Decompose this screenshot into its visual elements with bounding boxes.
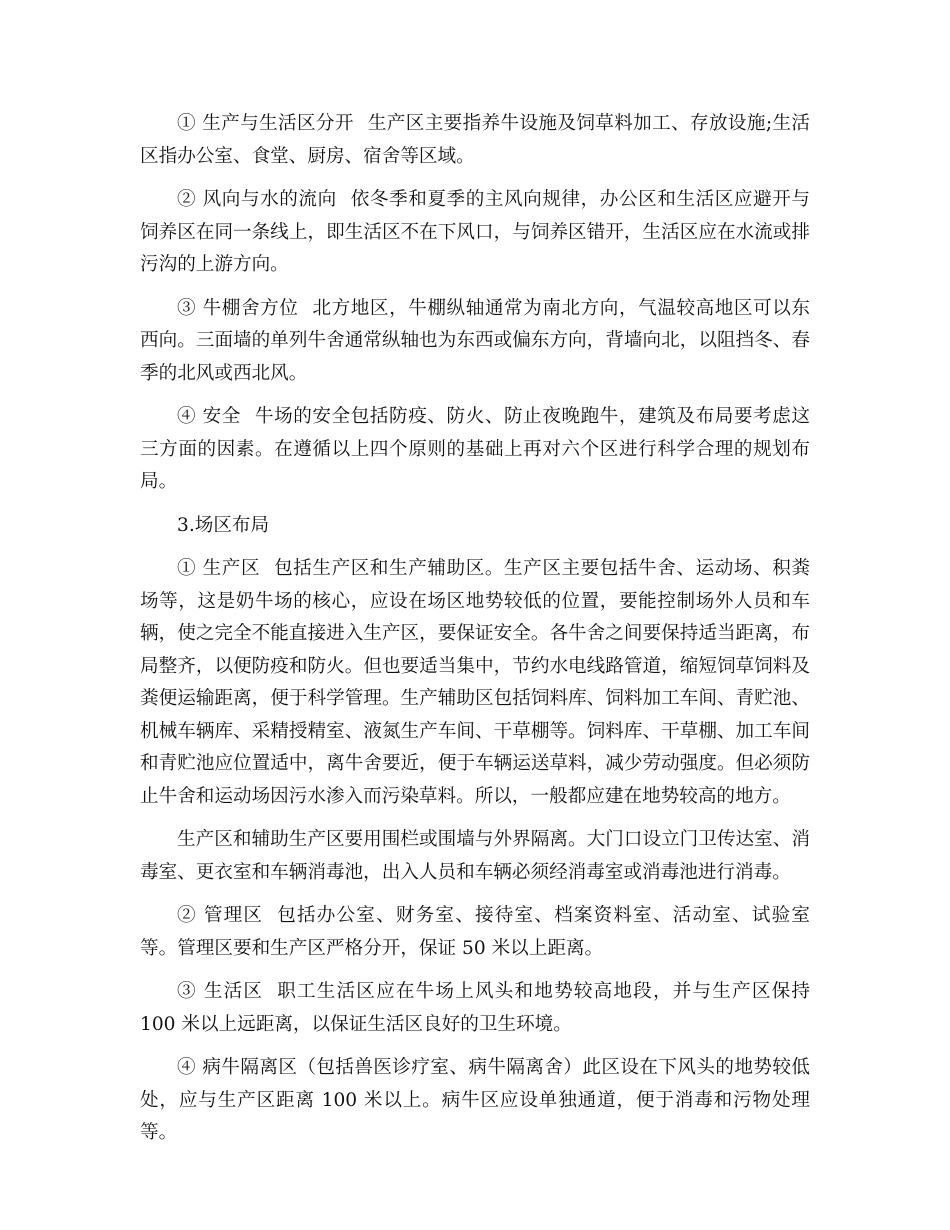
section-heading-text: 3.场区布局 (177, 514, 270, 536)
paragraph-wind-water-direction (140, 184, 810, 282)
paragraph-management-zone (140, 900, 810, 965)
paragraph-text: 包括办公室、财务室、接待室、档案资料室、活动室、试验室等。管理区要和生产区严格分开，保证 50 米以上距离。 (140, 905, 810, 959)
paragraph-lead: ④ 病牛隔离区 (177, 1057, 298, 1078)
paragraph-isolation-fence (140, 824, 810, 889)
paragraph-lead: ③ 牛棚舍方位 (177, 297, 299, 319)
paragraph-lead: ③ 生活区 (177, 981, 264, 1002)
paragraph-text: 生产区和辅助生产区要用围栏或围墙与外界隔离。大门口设立门卫传达室、消毒室、更衣室和车辆消毒池，出入人员和车辆必须经消毒室或消毒池进行消毒。 (140, 829, 810, 883)
paragraph-text: 生产区主要指养牛设施及饲草料加工、存放设施;生活区指办公室、食堂、厨房、宿舍等区域。 (140, 113, 810, 167)
paragraph-lead: ② 管理区 (177, 905, 264, 926)
paragraph-text: 包括生产区和生产辅助区。生产区主要包括牛舍、运动场、积粪场等，这是奶牛场的核心，应设在场区地势较低的位置，要能控制场外人员和车辆，使之完全不能直接进入生产区，要保证安全。各牛舍之间要保持适当距离，布局整齐，以便防疫和防火。但也要适当集中，节约水电线路管道，缩短饲草饲料及粪便运输距离，便于科学管理。生产辅助区包括饲料库、饲料加工车间、青贮池、机械车辆库、采精授精室、液氮生产车间、干草棚等。饲料库、干草棚、加工车间和青贮池应位置适中，离牛舍要近，便于车辆运送草料，减少劳动强度。但必须防止牛舍和运动场因污水渗入而污染草料。所以，一般都应建在地势较高的地方。 (140, 558, 810, 807)
paragraph-text: 北方地区，牛棚纵轴通常为南北方向，气温较高地区可以东西向。三面墙的单列牛舍通常纵轴也为东西或偏东方向，背墙向北，以阻挡冬、春季的北风或西北风。 (140, 297, 810, 384)
paragraph-text: 职工生活区应在牛场上风头和地势较高地段，并与生产区保持 100 米以上远距离，以保证生活区良好的卫生环境。 (140, 981, 810, 1035)
paragraph-lead: ② 风向与水的流向 (177, 189, 337, 210)
paragraph-lead: ① 生产与生活区分开 (177, 113, 354, 134)
paragraph-production-zone (140, 553, 810, 813)
paragraph-lead: ① 生产区 (177, 558, 261, 579)
paragraph-production-living-separation (140, 108, 810, 173)
paragraph-safety (140, 401, 810, 499)
paragraph-text: 依冬季和夏季的主风向规律，办公区和生活区应避开与饲养区在同一条线上，即生活区不在下风口，与饲养区错开，生活区应在水流或排污沟的上游方向。 (140, 189, 810, 275)
paragraph-sick-cattle-isolation (140, 1052, 810, 1150)
paragraph-text: 牛场的安全包括防疫、防火、防止夜晚跑牛，建筑及布局要考虑这三方面的因素。在遵循以上四个原则的基础上再对六个区进行科学合理的规划布局。 (140, 406, 810, 492)
document-body (140, 108, 810, 1161)
paragraph-text: （包括兽医诊疗室、病牛隔离舍）此区设在下风头的地势较低处，应与生产区距离 100 米以上。病牛区应设单独通道，便于消毒和污物处理等。 (140, 1057, 810, 1143)
paragraph-lead: ④ 安全 (177, 406, 241, 427)
section-heading-layout (140, 510, 810, 543)
paragraph-living-zone (140, 976, 810, 1041)
paragraph-barn-orientation (140, 293, 810, 391)
